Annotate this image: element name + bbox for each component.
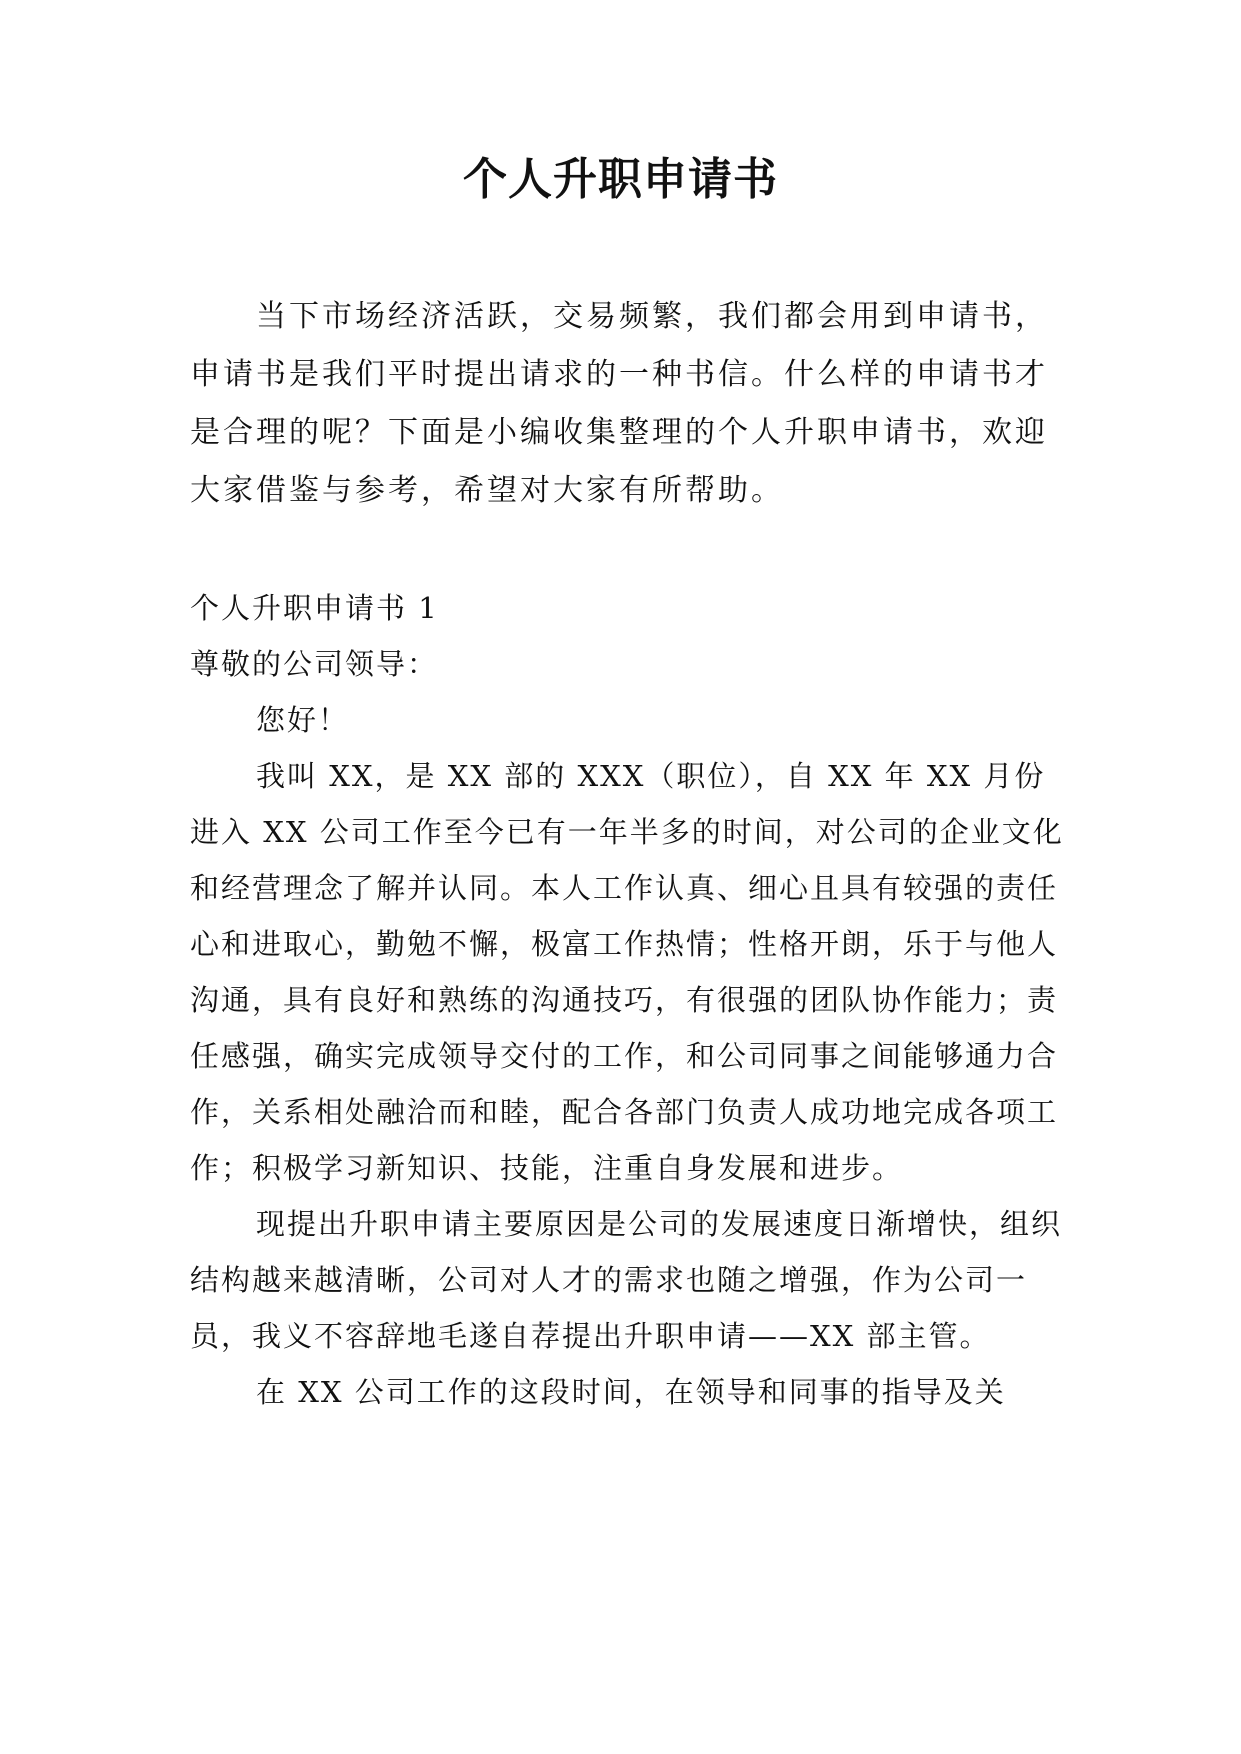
document-title: 个人升职申请书 bbox=[463, 154, 778, 205]
body-paragraph-1: 我叫 XX，是 XX 部的 XXX（职位），自 XX 年 XX 月份进入 XX 公司工作至今已有一年半多的时间，对公司的企业文化和经营理念了解并认同。本人工作认真、细心且具有较强的责任心和进取心，勤勉不懈，极富工作热情；性格开朗，乐于与他人沟通，具有良好和熟练的沟通技巧，有很强的团队协作能力；责任感强，确实完成领导交付的工作，和公司同事之间能够通力合作，关系相处融洽而和睦，配合各部门负责人成功地完成各项工作；积极学习新知识、技能，注重自身发展和进步。 bbox=[190, 759, 1064, 1185]
body-paragraph-3: 在 XX 公司工作的这段时间，在领导和同事的指导及关 bbox=[256, 1375, 1006, 1409]
section-heading: 个人升职申请书 1 bbox=[190, 591, 439, 625]
intro-paragraph: 当下市场经济活跃，交易频繁，我们都会用到申请书，申请书是我们平时提出请求的一种书信。什么样的申请书才是合理的呢？下面是小编收集整理的个人升职申请书，欢迎大家借鉴与参考，希望对大家有所帮助。 bbox=[190, 299, 1048, 508]
letter-section bbox=[190, 580, 1070, 1420]
body-paragraph-2: 现提出升职申请主要原因是公司的发展速度日渐增快，组织结构越来越清晰，公司对人才的需求也随之增强，作为公司一员，我义不容辞地毛遂自荐提出升职申请——XX 部主管。 bbox=[190, 1207, 1063, 1353]
salutation: 尊敬的公司领导： bbox=[190, 647, 439, 681]
greeting: 您好！ bbox=[256, 703, 350, 737]
